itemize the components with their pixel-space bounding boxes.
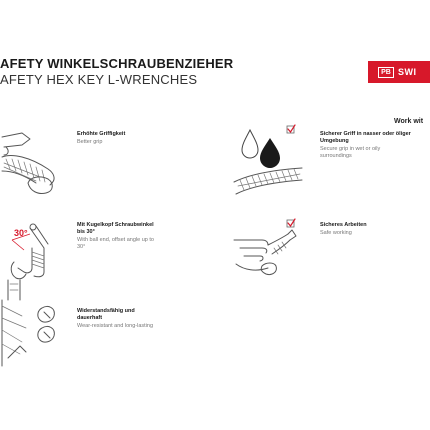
feature-title-durable: Widerstandsfähig und dauerhaft: [77, 308, 135, 321]
safe-working-hand-icon: [232, 218, 304, 280]
feature-subtitle-durable: Wear-resistant and long-lasting: [77, 323, 154, 329]
tagline: Work wit: [394, 118, 424, 125]
feature-subtitle-safe-working: Safe working: [320, 230, 352, 236]
feature-title-secure-grip: Sicherer Griff in nasser oder öliger Umgebung: [320, 131, 411, 144]
brand-badge: [368, 61, 430, 83]
page-title-english: AFETY HEX KEY L-WRENCHES: [0, 72, 198, 87]
droplets-checkbox-icon: [232, 124, 304, 202]
page-title-german: AFETY WINKELSCHRAUBENZIEHER: [0, 56, 234, 71]
angle-label: 30°: [14, 228, 28, 238]
feature-subtitle-better-grip: Better grip: [77, 139, 103, 145]
feature-title-safe-working: Sicheres Arbeiten: [320, 222, 367, 228]
feature-title-better-grip: Erhöhte Griffigkeit: [77, 131, 126, 137]
grip-texture-icon: [0, 125, 60, 200]
brand-name: SWI: [398, 67, 417, 77]
feature-subtitle-ball-end: With ball end, offset angle up to 30°: [77, 237, 154, 250]
durable-tips-icon: [0, 298, 64, 366]
pb-logo-icon: PB: [378, 67, 394, 78]
feature-title-ball-end: Mit Kugelkopf Schraubwinkel bis 30°: [77, 222, 154, 235]
feature-subtitle-secure-grip: Secure grip in wet or oily surroundings: [320, 146, 381, 159]
ball-end-angle-icon: [0, 218, 62, 300]
